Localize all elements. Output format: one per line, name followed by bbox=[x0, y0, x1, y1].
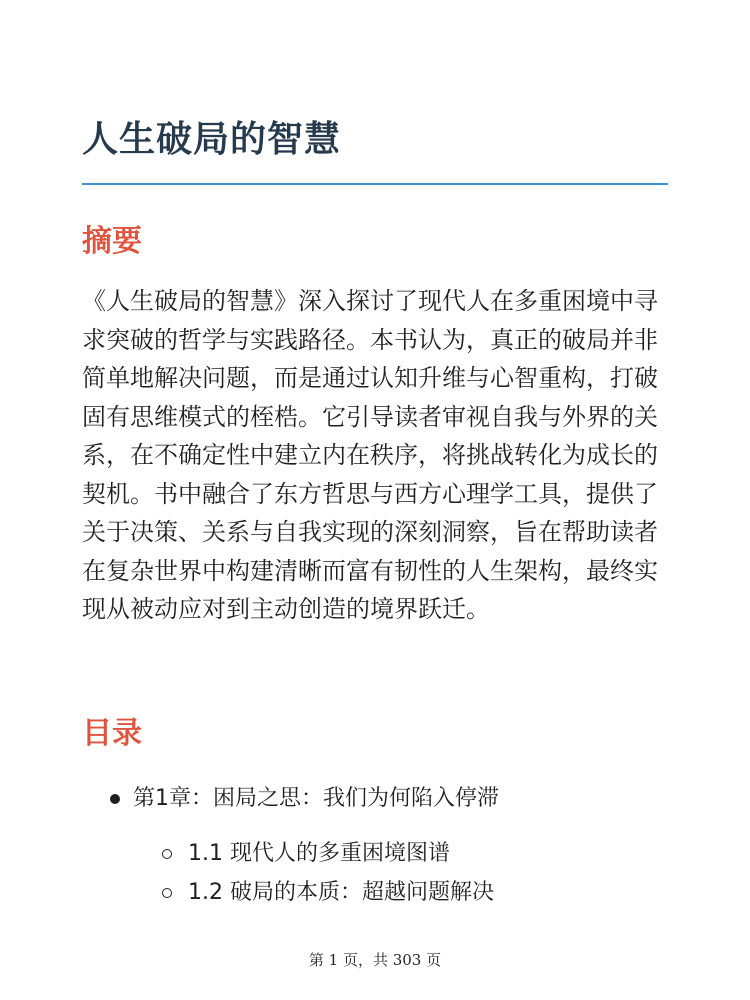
abstract-paragraph: 《人生破局的智慧》深入探讨了现代人在多重困境中寻求突破的哲学与实践路径。本书认为，真正的破局并非简单地解决问题，而是通过认知升维与心智重构，打破固有思维模式的桎梏。它引导读者审视自我与外界的关系，在不确定性中建立内在秩序，将挑战转化为成长的契机。书中融合了东方哲思与西方心理学工具，提供了关于决策、关系与自我实现的深刻洞察，旨在帮助读者在复杂世界中构建清晰而富有韧性的人生架构，最终实现从被动应对到主动创造的境界跃迁。 bbox=[82, 287, 658, 623]
toc-section-item[interactable] bbox=[82, 834, 668, 873]
toc-section-label: 1.1 现代人的多重困境图谱 bbox=[188, 841, 450, 866]
toc-heading: 目录 bbox=[82, 716, 142, 751]
circle-bullet-icon bbox=[162, 849, 172, 859]
title-divider bbox=[82, 183, 668, 185]
abstract-heading: 摘要 bbox=[82, 224, 142, 259]
document-page bbox=[82, 0, 668, 1000]
toc-section-item[interactable] bbox=[82, 873, 668, 912]
table-of-contents bbox=[82, 779, 668, 905]
bullet-icon bbox=[110, 794, 120, 804]
toc-section-label: 1.2 破局的本质：超越问题解决 bbox=[188, 880, 494, 905]
toc-section-list bbox=[82, 834, 668, 912]
circle-bullet-icon bbox=[162, 888, 172, 898]
toc-chapter-item[interactable] bbox=[82, 779, 668, 905]
page-number-footer: 第 1 页，共 303 页 bbox=[308, 951, 442, 969]
toc-chapter-label: 第1章：困局之思：我们为何陷入停滞 bbox=[133, 786, 499, 811]
book-title: 人生破局的智慧 bbox=[82, 119, 342, 160]
